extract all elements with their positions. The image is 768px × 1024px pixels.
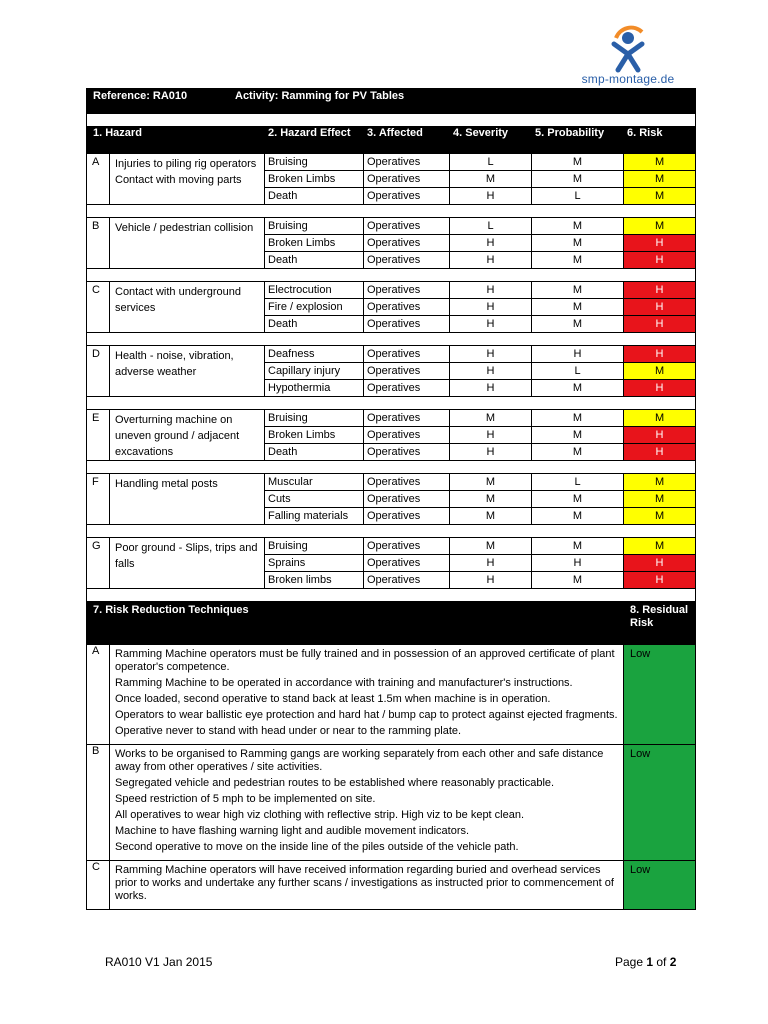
hazard-effect: Broken Limbs [265, 171, 364, 188]
probability-cell: M [532, 154, 624, 171]
affected-cell: Operatives [364, 410, 450, 427]
hazard-row [87, 154, 696, 171]
affected-cell: Operatives [364, 252, 450, 269]
technique-line: Segregated vehicle and pedestrian routes to be established where reasonably practicable. [115, 777, 555, 789]
probability-cell: M [532, 316, 624, 333]
severity-cell: H [450, 316, 532, 333]
severity-cell: L [450, 218, 532, 235]
probability-cell: M [532, 427, 624, 444]
severity-cell: M [450, 410, 532, 427]
severity-cell: H [450, 363, 532, 380]
hazard-letter: B [87, 218, 110, 269]
col-risk-header: 6. Risk [624, 127, 696, 154]
reduction-techniques [110, 745, 624, 861]
severity-cell: M [450, 508, 532, 525]
reduction-row [87, 645, 696, 745]
company-logo [568, 22, 688, 88]
severity-cell: L [450, 154, 532, 171]
hazard-effect: Death [265, 252, 364, 269]
col-probability-header: 5. Probability [532, 127, 624, 154]
severity-cell: H [450, 188, 532, 205]
residual-risk-cell: Low [624, 645, 696, 745]
hazard-effect: Hypothermia [265, 380, 364, 397]
spacer-row [87, 333, 696, 346]
technique-line: Operators to wear ballistic eye protection and hard hat / bump cap to protect against ejected fragments. [115, 709, 618, 721]
hazard-letter: G [87, 538, 110, 589]
affected-cell: Operatives [364, 154, 450, 171]
risk-cell: M [624, 218, 696, 235]
severity-cell: H [450, 299, 532, 316]
page-of: of [653, 955, 670, 969]
probability-cell: M [532, 444, 624, 461]
logo-text: smp-montage.de [581, 72, 675, 86]
hazard-effect: Death [265, 316, 364, 333]
risk-cell: H [624, 444, 696, 461]
hazard-effect: Electrocution [265, 282, 364, 299]
hazard-effect: Cuts [265, 491, 364, 508]
affected-cell: Operatives [364, 188, 450, 205]
residual-risk-cell: Low [624, 745, 696, 861]
probability-cell: M [532, 380, 624, 397]
risk-cell: M [624, 410, 696, 427]
risk-cell: M [624, 538, 696, 555]
page-current: 1 [646, 955, 654, 969]
risk-cell: H [624, 380, 696, 397]
hazard-row [87, 474, 696, 491]
document-code: RA010 V1 Jan 2015 [105, 955, 213, 969]
activity-label [235, 89, 696, 114]
col-effect-header: 2. Hazard Effect [265, 127, 364, 154]
technique-line: Operative never to stand with head under or near to the ramming plate. [115, 725, 462, 737]
reduction-letter: B [87, 745, 110, 861]
probability-cell: M [532, 572, 624, 589]
column-header-row [87, 127, 696, 154]
page-total: 2 [669, 955, 677, 969]
spacer-row [87, 525, 696, 538]
affected-cell: Operatives [364, 555, 450, 572]
risk-cell: H [624, 346, 696, 363]
severity-cell: H [450, 282, 532, 299]
hazard-row [87, 346, 696, 363]
residual-risk-header: 8. Residual Risk [624, 602, 696, 645]
hazard-row [87, 282, 696, 299]
hazard-effect: Falling materials [265, 508, 364, 525]
affected-cell: Operatives [364, 474, 450, 491]
probability-cell: M [532, 538, 624, 555]
hazard-effect: Broken limbs [265, 572, 364, 589]
probability-cell: L [532, 188, 624, 205]
severity-cell: M [450, 491, 532, 508]
reduction-header-row [87, 602, 696, 645]
risk-cell: H [624, 299, 696, 316]
hazard-letter: E [87, 410, 110, 461]
risk-cell: H [624, 572, 696, 589]
technique-line: All operatives to wear high viz clothing with reflective strip. High viz to be kept clean. [115, 809, 525, 821]
risk-cell: M [624, 474, 696, 491]
hazard-effect: Death [265, 444, 364, 461]
hazard-effect: Broken Limbs [265, 235, 364, 252]
probability-cell: L [532, 474, 624, 491]
activity-text: Activity: Ramming for PV Tables [235, 90, 405, 102]
affected-cell: Operatives [364, 363, 450, 380]
affected-cell: Operatives [364, 508, 450, 525]
severity-cell: H [450, 572, 532, 589]
hazard-effect: Bruising [265, 538, 364, 555]
probability-cell: H [532, 346, 624, 363]
technique-line: Once loaded, second operative to stand back at least 1.5m when machine is in operation. [115, 693, 551, 705]
severity-cell: H [450, 252, 532, 269]
affected-cell: Operatives [364, 444, 450, 461]
technique-line: Ramming Machine operators must be fully trained and in possession of an approved certificate of plant operator's competence. [115, 648, 615, 673]
probability-cell: M [532, 252, 624, 269]
reduction-techniques [110, 645, 624, 745]
risk-cell: M [624, 508, 696, 525]
probability-cell: M [532, 282, 624, 299]
hazard-row [87, 218, 696, 235]
technique-line: Works to be organised to Ramming gangs are working separately from each other and safe distance away from other operatives / site activities. [115, 748, 604, 773]
reduction-techniques [110, 861, 624, 910]
probability-cell: M [532, 218, 624, 235]
reduction-title: 7. Risk Reduction Techniques [87, 602, 624, 645]
affected-cell: Operatives [364, 316, 450, 333]
probability-cell: M [532, 410, 624, 427]
logo-figure-icon [608, 24, 648, 72]
reduction-row [87, 861, 696, 910]
risk-cell: H [624, 427, 696, 444]
affected-cell: Operatives [364, 218, 450, 235]
hazard-effect: Muscular [265, 474, 364, 491]
severity-cell: M [450, 474, 532, 491]
risk-cell: M [624, 491, 696, 508]
severity-cell: H [450, 444, 532, 461]
reduction-row [87, 745, 696, 861]
probability-cell: M [532, 299, 624, 316]
probability-cell: M [532, 235, 624, 252]
technique-line: Machine to have flashing warning light and audible movement indicators. [115, 825, 470, 837]
reference-row [87, 89, 696, 114]
severity-cell: M [450, 538, 532, 555]
spacer-row [87, 114, 696, 127]
page-prefix: Page [615, 955, 647, 969]
severity-cell: H [450, 555, 532, 572]
hazard-description: Poor ground - Slips, trips and falls [110, 538, 265, 589]
severity-cell: H [450, 235, 532, 252]
probability-cell: M [532, 491, 624, 508]
affected-cell: Operatives [364, 346, 450, 363]
spacer-row [87, 461, 696, 474]
affected-cell: Operatives [364, 491, 450, 508]
affected-cell: Operatives [364, 380, 450, 397]
hazard-effect: Death [265, 188, 364, 205]
hazard-effect: Bruising [265, 410, 364, 427]
page-number [615, 955, 676, 969]
risk-cell: M [624, 171, 696, 188]
spacer-row [87, 397, 696, 410]
risk-cell: H [624, 235, 696, 252]
spacer-row [87, 205, 696, 218]
hazard-effect: Deafness [265, 346, 364, 363]
hazard-effect: Bruising [265, 218, 364, 235]
hazard-letter: C [87, 282, 110, 333]
technique-line: Speed restriction of 5 mph to be implemented on site. [115, 793, 376, 805]
affected-cell: Operatives [364, 282, 450, 299]
col-hazard-header: 1. Hazard [87, 127, 265, 154]
technique-line: Ramming Machine to be operated in accordance with training and manufacturer's instructions. [115, 677, 573, 689]
technique-line: Second operative to move on the inside line of the piles outside of the vehicle path. [115, 841, 519, 853]
risk-assessment-table [86, 88, 696, 910]
probability-cell: L [532, 363, 624, 380]
hazard-effect: Fire / explosion [265, 299, 364, 316]
hazard-effect: Sprains [265, 555, 364, 572]
hazard-letter: F [87, 474, 110, 525]
risk-cell: H [624, 316, 696, 333]
severity-cell: H [450, 380, 532, 397]
spacer-row [87, 589, 696, 602]
affected-cell: Operatives [364, 572, 450, 589]
hazard-description: Vehicle / pedestrian collision [110, 218, 265, 269]
affected-cell: Operatives [364, 171, 450, 188]
reduction-letter: C [87, 861, 110, 910]
probability-cell: M [532, 508, 624, 525]
hazard-row [87, 410, 696, 427]
hazard-effect: Capillary injury [265, 363, 364, 380]
hazard-row [87, 538, 696, 555]
hazard-effect: Broken Limbs [265, 427, 364, 444]
probability-cell: H [532, 555, 624, 572]
technique-line: Ramming Machine operators will have received information regarding buried and overhead services prior to works and undertake any further scans / investigations as instructed prior to commencement of works. [115, 864, 614, 902]
probability-cell: M [532, 171, 624, 188]
affected-cell: Operatives [364, 299, 450, 316]
residual-risk-cell: Low [624, 861, 696, 910]
hazard-description: Overturning machine on uneven ground / adjacent excavations [110, 410, 265, 461]
severity-cell: H [450, 346, 532, 363]
risk-cell: H [624, 282, 696, 299]
col-affected-header: 3. Affected [364, 127, 450, 154]
hazard-effect: Bruising [265, 154, 364, 171]
risk-cell: M [624, 154, 696, 171]
risk-cell: M [624, 363, 696, 380]
affected-cell: Operatives [364, 427, 450, 444]
risk-cell: M [624, 188, 696, 205]
hazard-description: Health - noise, vibration, adverse weather [110, 346, 265, 397]
hazard-letter: D [87, 346, 110, 397]
hazard-description: Handling metal posts [110, 474, 265, 525]
hazard-description: Injuries to piling rig operators Contact with moving parts [110, 154, 265, 205]
severity-cell: M [450, 171, 532, 188]
hazard-description: Contact with underground services [110, 282, 265, 333]
spacer-row [87, 269, 696, 282]
affected-cell: Operatives [364, 538, 450, 555]
reduction-letter: A [87, 645, 110, 745]
risk-cell: H [624, 252, 696, 269]
hazard-letter: A [87, 154, 110, 205]
col-severity-header: 4. Severity [450, 127, 532, 154]
severity-cell: H [450, 427, 532, 444]
reference-label: Reference: RA010 [87, 89, 364, 114]
affected-cell: Operatives [364, 235, 450, 252]
risk-cell: H [624, 555, 696, 572]
